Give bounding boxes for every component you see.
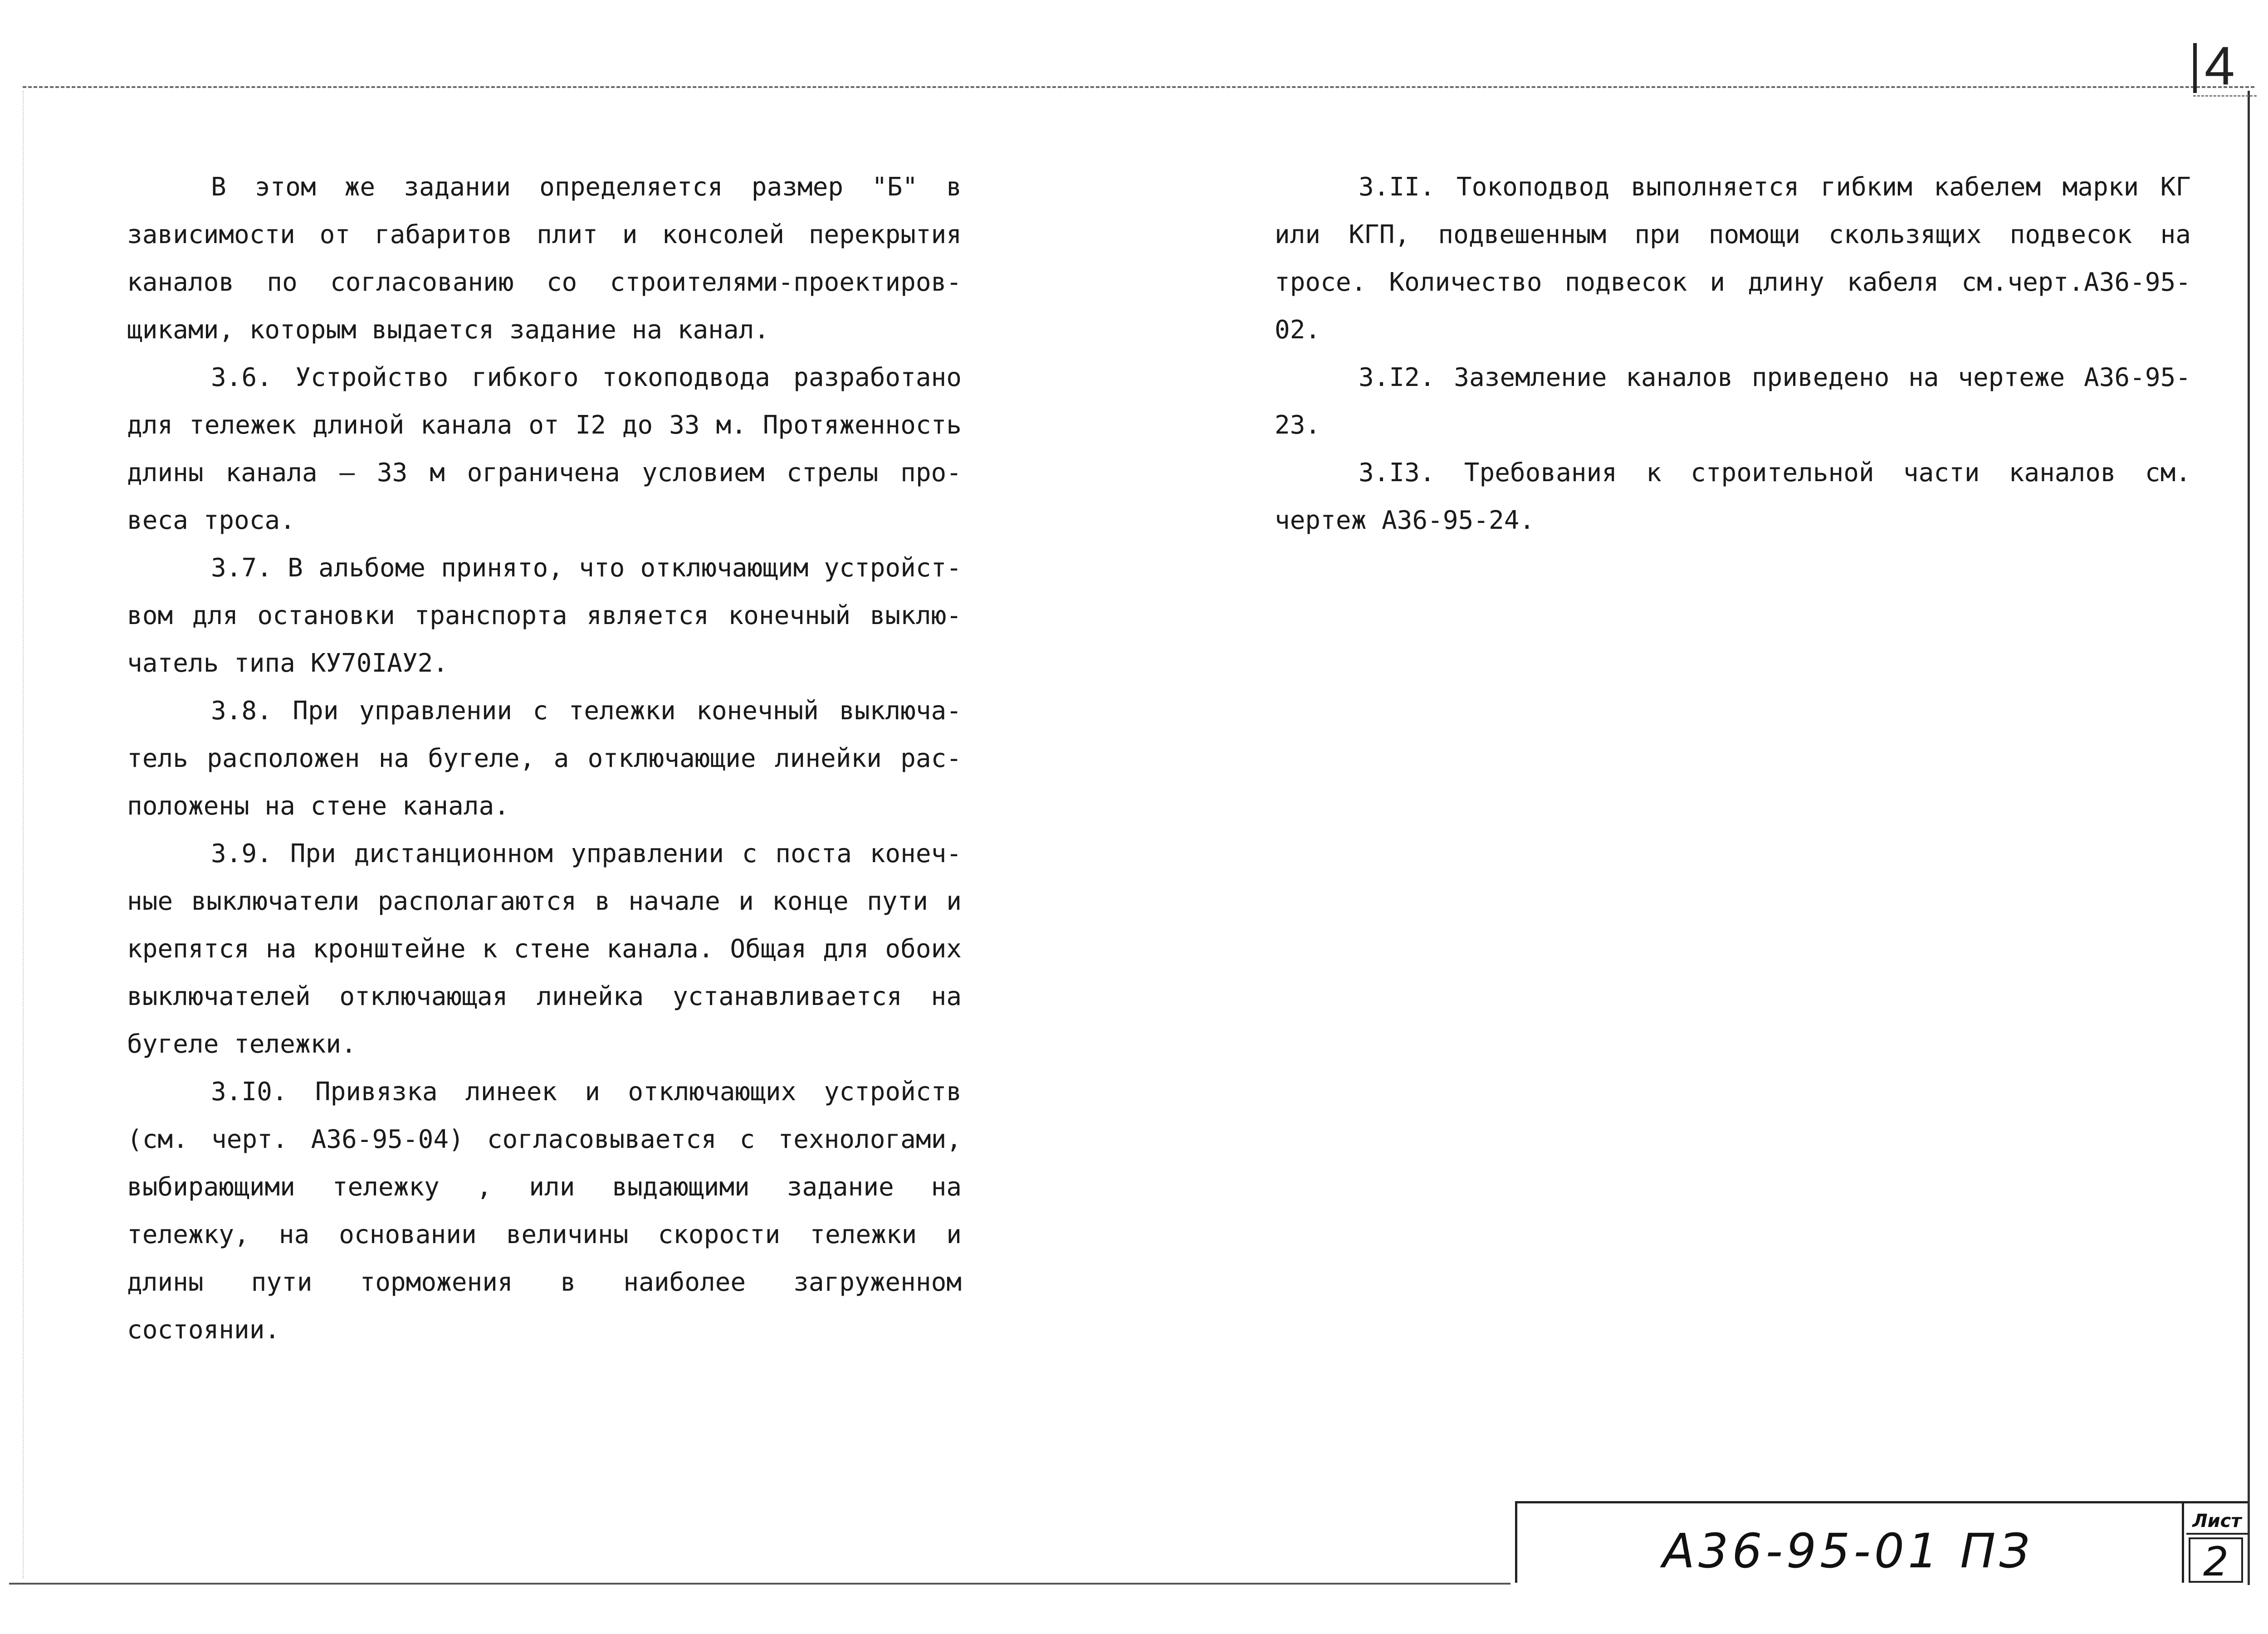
- paragraph-3-8: 3.8. При управлении с тележки конечный выключа-тель расположен на бугеле, а отключающие линейки рас-положены на стене канала.: [127, 696, 962, 821]
- left-text-column: [127, 163, 962, 1354]
- paragraph-3-9: 3.9. При дистанционном управлении с поста конеч-ные выключатели располагаются в начале и конце пути и крепятся на кронштейне к стене канала. Общая для обоих выключателей отключающая линейка устанавливается на бугеле тележки.: [127, 839, 962, 1059]
- sheet-number: 2: [2189, 1537, 2243, 1583]
- title-block: [1515, 1501, 2248, 1583]
- paragraph-3-6: 3.6. Устройство гибкого токоподвода разработано для тележек длиной канала от I2 до 33 м. Протяженность длины канала – 33 м ограничена условием стрелы про-веса троса.: [127, 363, 962, 535]
- document-code: А36-95-01 ПЗ: [1662, 1523, 2033, 1579]
- frame-right-border: [2248, 91, 2250, 1585]
- frame-left-border: [23, 91, 24, 1578]
- frame-top-border: [23, 86, 2254, 88]
- paragraph-3-11: 3.II. Токоподвод выполняется гибким кабелем марки КГ или КГП, подвешенным при помощи скользящих подвесок на тросе. Количество подвесок и длину кабеля см.черт.А36-95-02.: [1275, 172, 2191, 345]
- corner-page-number: 4: [2204, 35, 2235, 96]
- corner-tick-mark: [2193, 43, 2197, 93]
- title-block-divider: [2182, 1503, 2184, 1583]
- paragraph-3-13: 3.I3. Требования к строительной части каналов см. чертеж А36-95-24.: [1275, 458, 2191, 535]
- paragraph-3-12: 3.I2. Заземление каналов приведено на чертеже А36-95-23.: [1275, 363, 2191, 440]
- paragraph-3-7: 3.7. В альбоме принято, что отключающим устройст-вом для остановки транспорта является конечный выклю-чатель типа КУ70IАУ2.: [127, 553, 962, 678]
- paragraph-3-10: 3.I0. Привязка линеек и отключающих устройств (см. черт. А36-95-04) согласовывается с технологами, выбирающими тележку , или выдающими задание на тележку, на основании величины скорости тележки и длины пути торможения в наиболее загруженном состоянии.: [127, 1077, 962, 1345]
- paragraph-intro: В этом же задании определяется размер "Б" в зависимости от габаритов плит и консолей перекрытия каналов по согласованию со строителями-проектиров-щиками, которым выдается задание на канал.: [127, 172, 962, 345]
- frame-bottom-border: [9, 1583, 1510, 1585]
- right-text-column: [1275, 163, 2191, 544]
- sheet-label: Лист: [2186, 1510, 2248, 1535]
